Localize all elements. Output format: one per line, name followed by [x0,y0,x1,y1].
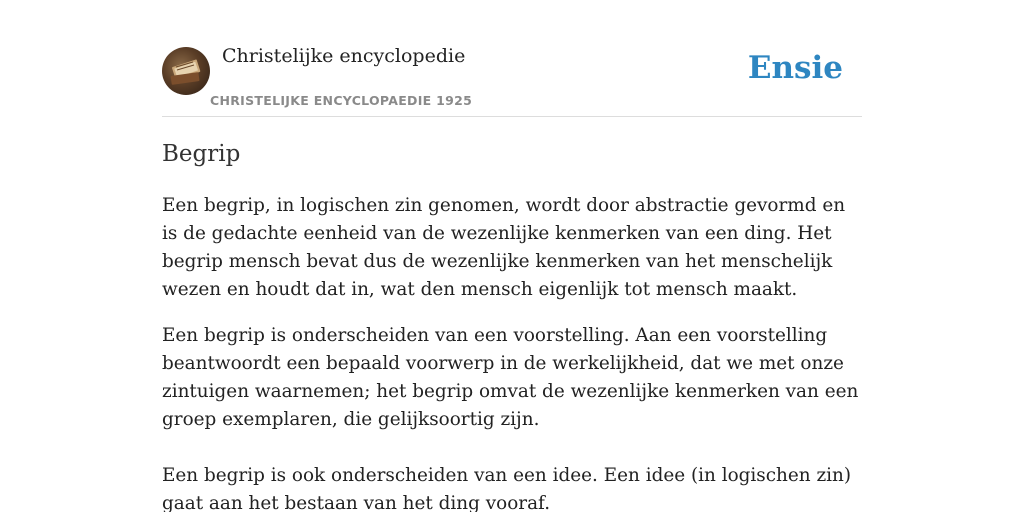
entry-title: Begrip [162,141,241,167]
source-subtitle[interactable]: CHRISTELIJKE ENCYCLOPAEDIE 1925 [210,93,473,108]
entry-content [162,138,862,512]
entry-paragraph: Een begrip, in logischen zin genomen, wordt door abstractie gevormd en is de gedachte eenheid van de wezenlijke kenmerken van een ding. Het begrip mensch bevat dus de wezenlijke kenmerken van het menschelijk wezen en houdt dat in, wat den mensch eigenlijk tot mensch maakt. [162,195,846,300]
page-header [162,0,862,117]
book-photo-graphic [162,47,210,95]
entry-paragraph: Een begrip is ook onderscheiden van een idee. Een idee (in logischen zin) gaat aan het bestaan van het ding vooraf. [162,465,852,512]
entry-paragraph: Een begrip is onderscheiden van een voorstelling. Aan een voorstelling beantwoordt een bepaald voorwerp in de werkelijkheid, dat we met onze zintuigen waarnemen; het begrip omvat de wezenlijke kenmerken van een groep exemplaren, die gelijksoortig zijn. [162,325,859,430]
source-title[interactable]: Christelijke encyclopedie [222,45,466,67]
brand-logo[interactable]: Ensie [747,50,843,86]
book-photo-icon[interactable] [162,47,210,95]
